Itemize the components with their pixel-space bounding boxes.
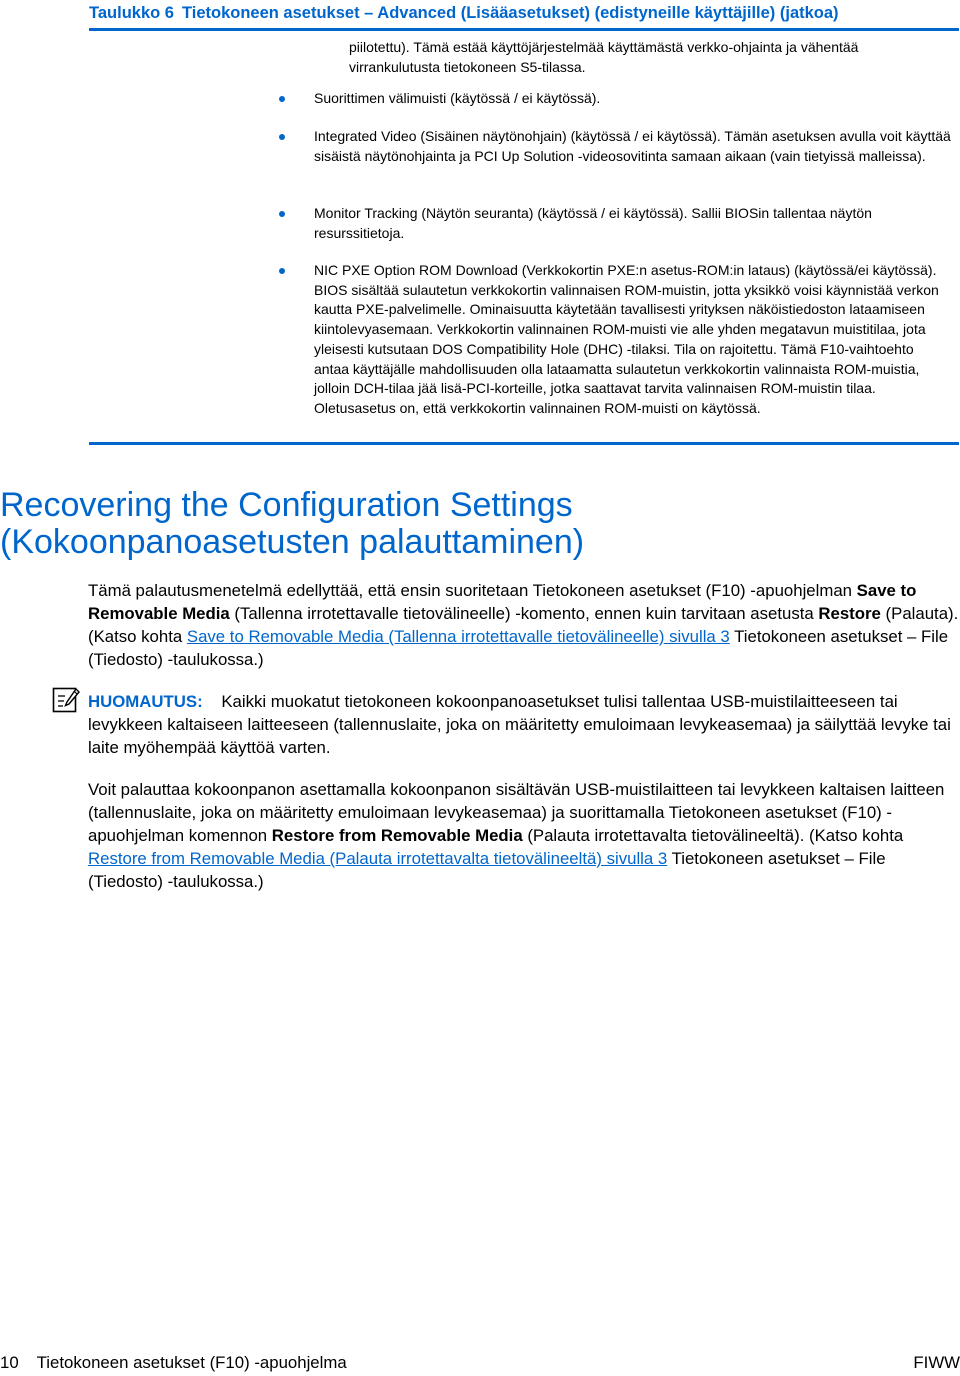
footer-locale-label: FIWW (913, 1353, 960, 1372)
para1-text-2: (Tallenna irrotettavalle tietovälineelle) -komento, ennen kuin tarvitaan asetusta (229, 604, 819, 623)
table-caption (89, 4, 839, 23)
note-text: Kaikki muokatut tietokoneen kokoonpanoasetukset tulisi tallentaa USB-muistilaitteeseen tai levykkeen kaltaiseen laitteeseen (tallennuslaite, joka on määritetty emuloimaan levykeasemaa) ja säilyttää levyke tai laite myöhempää käyttöä varten. (88, 692, 951, 757)
para1-text-3: (Palauta). (Katso kohta (88, 604, 959, 646)
para1-text-1: Tämä palautusmenetelmä edellyttää, että ensin suoritetaan Tietokoneen asetukset (F10) -apuohjelman (88, 581, 857, 600)
bullet-item-nic-pxe (314, 261, 952, 419)
bullet-dot-icon (279, 96, 285, 102)
table-number: Taulukko 6 (89, 4, 174, 22)
bullet-dot-icon (279, 134, 285, 140)
para1-bold-restore: Restore (818, 604, 881, 623)
para2-text-1: Voit palauttaa kokoonpanon asettamalla kokoonpanon sisältävän USB-muistilaitteen tai levykkeen kaltaisen laitteen (tallennuslaite, joka on määritetty emuloimaan levykeasemaa) ja suorittamalla Tietokoneen asetukset (F10) -apuohjelman komennon (88, 780, 945, 845)
table-title: Tietokoneen asetukset – Advanced (Lisääasetukset) (edistyneille käyttäjille) (jatkoa) (181, 4, 839, 22)
para2-bold-restore-from-removable-media: Restore from Removable Media (271, 826, 523, 845)
page-number: 10 (0, 1353, 19, 1372)
restore-from-removable-media-link[interactable]: Restore from Removable Media (Palauta irrotettavalta tietovälineeltä) sivulla 3 (88, 849, 668, 868)
bullet-text: Suorittimen välimuisti (käytössä / ei käytössä). (314, 90, 601, 106)
para1-bold-save-to-removable-media: Save to Removable Media (88, 581, 917, 623)
bullet-item-monitor-tracking (314, 204, 952, 243)
bullet-text: Integrated Video (Sisäinen näytönohjain) (käytössä / ei käytössä). Tämän asetuksen avulla voit käyttää sisäistä näytönohjainta ja PCI Up Solution -videosovitinta samaan aikaan (vain tietyissä malleissa). (314, 128, 951, 164)
note-paragraph (88, 690, 960, 759)
table-continuation-text: piilotettu). Tämä estää käyttöjärjestelmää käyttämästä verkko-ohjainta ja vähentää virrankulutusta tietokoneen S5-tilassa. (349, 39, 859, 75)
bullet-dot-icon (279, 211, 285, 217)
para1-text-4: Tietokoneen asetukset – File (Tiedosto) -taulukossa.) (88, 627, 949, 669)
bullet-item-integrated-video (314, 127, 952, 166)
section-heading-line1: Recovering the Configuration Settings (0, 486, 573, 524)
restore-paragraph (88, 778, 960, 893)
save-to-removable-media-link[interactable]: Save to Removable Media (Tallenna irrotettavalle tietovälineelle) sivulla 3 (186, 627, 730, 646)
bullet-text: Monitor Tracking (Näytön seuranta) (käytössä / ei käytössä). Sallii BIOSin tallentaa näytön resurssitietoja. (314, 205, 872, 241)
para2-text-2: (Palauta irrotettavalta tietovälineeltä). (Katso kohta (522, 826, 904, 845)
intro-paragraph (88, 579, 960, 671)
note-label: HUOMAUTUS: (88, 692, 203, 711)
table-bottom-rule (89, 442, 959, 445)
para2-text-3: Tietokoneen asetukset – File (Tiedosto) -taulukossa.) (88, 849, 886, 891)
caption-rule (89, 28, 959, 31)
section-heading-line2: (Kokoonpanoasetusten palauttaminen) (0, 523, 585, 561)
footer-chapter-title: Tietokoneen asetukset (F10) -apuohjelma (36, 1353, 347, 1372)
section-heading (0, 487, 900, 561)
bullet-text: NIC PXE Option ROM Download (Verkkokortin PXE:n asetus-ROM:in lataus) (käytössä/ei käytössä). BIOS sisältää sulautetun verkkokortin valinnaisen ROM-muistin, jotta yksikkö voisi käynnistää verkon kautta PXE-palvelimelle. Ominaisuutta käytetään tavallisesti yrityksen näköistiedoston lataamiseen kiintolevyasemaan. Verkkokortin valinnainen ROM-muisti vie alle yhden megatavun muistitilaa, jota yleisesti kutsutaan DOS Compatibility Hole (DHC) -tilaksi. Tila on rajoitettu. Tämä F10-vaihtoehto antaa käyttäjälle mahdollisuuden olla lataamatta sulautetun verkkokortin valinnaista ROM-muistia, jolloin DCH-tilaa jää lisä-PCI-korteille, jotka saattavat tarvita valinnaisen ROM-muistin tilaa. Oletusasetus on, että verkkokortin valinnainen ROM-muisti on käytössä. (314, 262, 939, 416)
bullet-dot-icon (279, 268, 285, 274)
bullet-item-cpu-cache (314, 89, 952, 109)
note-pencil-icon (52, 687, 80, 713)
page-footer-left (0, 1353, 347, 1373)
